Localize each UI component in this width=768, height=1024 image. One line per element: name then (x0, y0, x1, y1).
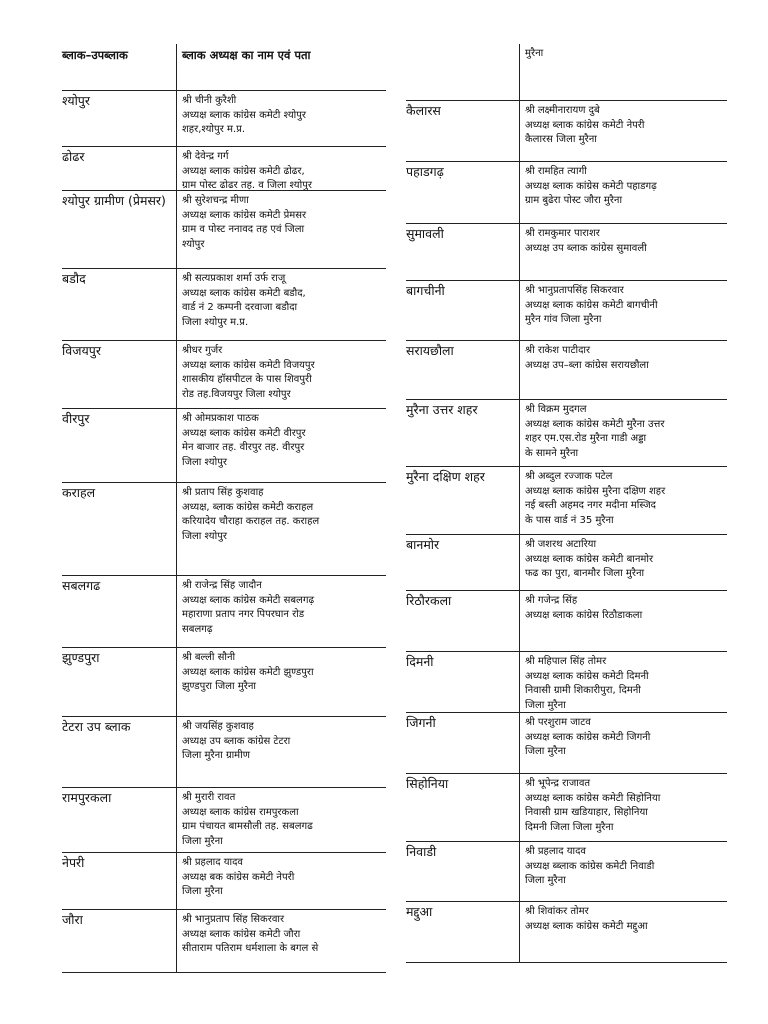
table-row (406, 841, 727, 902)
president-name-address (182, 194, 306, 252)
president-name-address (525, 104, 644, 148)
address-line: जिला मुरैना (182, 835, 223, 847)
block-name: जौरा (62, 912, 83, 927)
table-row (406, 161, 727, 224)
president-name: श्री राकेश पाटीदार (525, 345, 591, 356)
address-line: जिला मुरैना (182, 886, 223, 897)
president-name: श्री रामहित त्यागी (525, 166, 587, 177)
address-line: अध्यक्ष ब्लाक कांग्रेस कमेटी मुरैना उत्तर (525, 418, 665, 430)
address-line: अध्यक्ष ब्लाक कांग्रेस कमेटी श्योपुर (182, 109, 306, 121)
table-row (62, 90, 386, 147)
block-name: सुमावली (406, 226, 444, 241)
address-line: फढ का पुरा, बानमौर जिला मुरैना (525, 568, 645, 579)
president-name-address (182, 272, 306, 330)
president-name: श्री परशुराम जाटव (525, 717, 591, 728)
table-row (406, 100, 727, 162)
president-name: श्री गजेन्द्र सिंह (525, 595, 578, 606)
president-name-address (525, 284, 658, 328)
address-line: अध्यक्ष, ब्लाक कांग्रेस कमेटी कराहल (182, 501, 314, 513)
table-row (62, 408, 386, 483)
table-row (62, 482, 386, 576)
president-name: श्रीधर गुर्जर (182, 345, 223, 356)
header-row (62, 44, 386, 90)
address-line: अध्यक्ष ब्लाक कांग्रेस कमेटी ढोढर, (182, 165, 305, 177)
president-name-address (182, 720, 290, 764)
president-name-address (525, 227, 647, 256)
address-line: के पास वार्ड नं 35 मुरैना (525, 514, 614, 526)
president-name: श्री राजेन्द्र सिंह जादौन (182, 580, 262, 591)
president-name: श्री देवेन्द्र गर्ग (182, 151, 229, 162)
president-name-address (525, 165, 657, 209)
table-row (62, 340, 386, 409)
president-name-address (182, 791, 313, 849)
block-name: झुण्डपुरा (62, 650, 100, 665)
president-name-address (525, 344, 649, 373)
block-name: मुरैना उत्तर शहर (406, 402, 478, 417)
table-row (406, 901, 727, 962)
block-name: मुरैना दक्षिण शहर (406, 469, 485, 484)
table-row (62, 787, 386, 853)
president-name: श्री जयसिंह कुशवाह (182, 721, 254, 732)
address-line: मुरैन गांव जिला मुरैना (525, 314, 602, 325)
address-line: अध्यक्ष बक कांग्रेस कमेटी नेपरी (182, 871, 295, 883)
address-line: रोड तह.विजयपुर जिला श्योपुर (182, 388, 291, 400)
block-name: दिमनी (406, 654, 434, 669)
table-row (62, 647, 386, 717)
address-line: अध्यक्ष ब्लाक कांग्रेस कमेटी प्रेमसर (182, 209, 307, 221)
block-name: निवाडी (406, 844, 437, 859)
president-name: श्री भानुप्रताप सिंह सिकरवार (182, 914, 285, 925)
address-line: सीताराम पतिराम धर्मशाला के बगल से (182, 943, 319, 954)
president-name-address (525, 47, 543, 62)
address-line: जिला मुरैना (525, 746, 566, 757)
address-line: अध्यक्ष ब्लाक कांग्रेस कमेटी जौरा (182, 928, 301, 940)
address-line: मेन बाजार तह. वीरपुर तह. वीरपुर (182, 442, 305, 453)
address-line: शहर,श्योपुर म.प्र. (182, 124, 245, 135)
president-name: श्री सुरेशचन्द्र मीणा (182, 195, 249, 206)
address-line: झुण्डपुरा जिला मुरैना (182, 681, 256, 692)
president-name: श्री ओमप्रकाश पाठक (182, 413, 259, 424)
president-name: श्री महिपाल सिंह तोमर (525, 656, 607, 667)
address-line: नई बस्ती अहमद नगर मदीना मस्जिद (525, 500, 656, 511)
block-name: वीरपुर (62, 411, 90, 426)
president-name-address (182, 412, 306, 470)
president-name-address (182, 150, 312, 194)
president-name: श्री सत्यप्रकाश शर्मा उर्फ राजू (182, 273, 286, 284)
table-row (406, 773, 727, 842)
address-line: ग्राम बुढेरा पोस्ट जौरा मुरैना (525, 195, 623, 206)
president-name: मुरैना (525, 48, 544, 59)
address-line: कैलारस जिला मुरैना (525, 134, 597, 145)
block-name: रिठौरकला (406, 593, 452, 608)
address-line: महाराणा प्रताप नगर पिपरघान रोड (182, 609, 305, 620)
address-line: अध्यक्ष ब्लाक कांग्रेस मुरैना दक्षिण शहर (525, 485, 666, 497)
address-line: ग्राम व पोस्ट ननावद तह एवं जिला (182, 224, 305, 235)
address-line: अध्यक्ष ब्लाक कांग्रेस कमेटी वीरपुर (182, 427, 306, 439)
president-name: श्री चीनी कुरैशी (182, 95, 237, 106)
table-row (406, 44, 727, 100)
president-name: श्री प्रहलाद यादव (525, 846, 586, 857)
table-row (62, 852, 386, 910)
address-line: अध्यक्ष ब्ब्लाक कांग्रेस कमेटी निवाडी (525, 860, 655, 872)
table-row (406, 280, 727, 341)
table-row (406, 651, 727, 713)
president-name-address (525, 594, 642, 623)
address-line: अध्यक्ष ब्लाक कांग्रेस कमेटी विजयपुर (182, 359, 315, 371)
block-name: ढोढर (62, 149, 85, 164)
president-name-address (182, 486, 319, 544)
table-row (62, 716, 386, 788)
president-name: श्री विक्रम मुदगल (525, 404, 587, 415)
table-row (406, 712, 727, 774)
address-line: अध्यक्ष ब्लाक कांग्रेस कमेटी बडौद, (182, 287, 306, 299)
president-name-address (525, 716, 650, 760)
address-line: अध्यक्ष ब्लाक कांग्रेस रामपुरकला (182, 806, 299, 818)
block-name: बागचीनी (406, 283, 445, 298)
table-row (62, 575, 386, 648)
address-line: अध्यक्ष ब्लाक कांग्रेस कमेटी सबलगढ़ (182, 594, 315, 606)
president-name-address (182, 856, 294, 900)
table-row (62, 146, 386, 191)
president-name-address (525, 845, 654, 889)
right-table (406, 44, 727, 963)
address-line: अध्यक्ष ब्लाक कांग्रेस कमेटी पहाडगढ़ (525, 180, 657, 192)
president-name-address (182, 579, 314, 637)
table-row (62, 909, 386, 970)
president-name-address (182, 913, 318, 957)
address-line: दिमनी जिला जिला मुरैना (525, 821, 614, 833)
address-line: अध्यक्ष उप ब्लाक कांग्रेस टेटरा (182, 735, 291, 747)
block-name: कराहल (62, 485, 96, 500)
block-name: बडौद (62, 271, 86, 286)
address-line: अध्यक्ष ब्लाक कांग्रेस रिठौडाकला (525, 609, 643, 621)
block-name: सबलगढ (62, 578, 101, 593)
address-line: अध्यक्ष ब्लाक कांग्रेस कमेटी सिहोनिया (525, 792, 661, 804)
president-name: श्री मुरारी रावत (182, 792, 236, 803)
president-name: श्री बल्ली सौनी (182, 652, 236, 663)
block-name: टेटरा उप ब्लाक (62, 719, 131, 734)
table-row (406, 534, 727, 591)
president-name: श्री अब्दुल रज्जाक पटेल (525, 471, 613, 482)
header-block-label: ब्लाक–उपब्लाक (62, 48, 128, 62)
block-name: विजयपुर (62, 343, 101, 358)
header-name-label: ब्लाक अध्यक्ष का नाम एवं पता (182, 48, 311, 62)
address-line: निवासी ग्रामी शिकारीपुरा, दिमनी (525, 685, 641, 696)
address-line: श्योपुर (182, 238, 205, 250)
block-name: मद्दुआ (406, 904, 433, 919)
table-bottom-border (406, 962, 727, 963)
address-line: अध्यक्ष ब्लाक कांग्रेस कमेटी दिमनी (525, 670, 649, 682)
table-row (406, 466, 727, 535)
president-name-address (182, 651, 314, 695)
address-line: निवासी ग्राम खडियाहार, सिहोनिया (525, 807, 648, 818)
table-row (406, 590, 727, 652)
address-line: जिला मुरैना ग्रामीण (182, 750, 250, 761)
president-name-address (182, 344, 315, 402)
address-line: जिला श्योपुर (182, 530, 227, 542)
address-line: जिला श्योपुर म.प्र. (182, 316, 249, 328)
block-name: कैलारस (406, 103, 441, 118)
president-name-address (525, 777, 660, 835)
president-name-address (525, 403, 664, 461)
president-name: श्री भूपेन्द्र राजावत (525, 778, 591, 789)
president-name-address (182, 94, 306, 138)
address-line: अध्यक्ष ब्लाक कांग्रेस कमेटी बानमोर (525, 553, 654, 565)
table-row (62, 268, 386, 341)
president-name-address (525, 470, 665, 528)
table-row (406, 223, 727, 281)
left-table (62, 44, 386, 973)
address-line: जिला मुरैना (525, 875, 566, 886)
table-row (62, 190, 386, 269)
address-line: ग्राम पोस्ट ढोढर तह. व जिला श्योपुर (182, 180, 312, 191)
address-line: शासकीय हॉसपीटल के पास शिवपुरी (182, 374, 312, 385)
address-line: अध्यक्ष उप–ब्ला कांग्रेस सरायछौला (525, 359, 649, 371)
address-line: शहर एम.एस.रोड मुरैना गाडी अड्डा (525, 433, 647, 444)
address-line: जिला श्योपुर (182, 456, 227, 468)
block-name: जिगनी (406, 715, 436, 730)
address-line: करियादेय चौराहा कराहल तह. कराहल (182, 516, 320, 527)
president-name-address (525, 655, 649, 713)
block-name: सिहोनिया (406, 776, 449, 791)
president-name: श्री लक्ष्मीनारायण दुबे (525, 105, 600, 116)
address-line: जिला मुरैना (525, 699, 566, 711)
address-line: सबलगढ़ (182, 623, 213, 635)
president-name: श्री जशरथ अटारिया (525, 539, 597, 550)
block-name: रामपुरकला (62, 790, 112, 805)
block-name: सरायछौला (406, 343, 454, 358)
address-line: के सामने मुरैना (525, 447, 579, 459)
address-line: अध्यक्ष ब्लाक कांग्रेस कमेटी नेपरी (525, 119, 645, 131)
address-line: अध्यक्ष ब्लाक कांग्रेस कमेटी जिगनी (525, 731, 651, 743)
address-line: वार्ड नं 2 कम्पनी दरवाजा बडौदा (182, 302, 298, 313)
table-row (406, 340, 727, 400)
table-bottom-border (62, 972, 386, 973)
president-name: श्री भानुप्रतापसिंह सिकरवार (525, 285, 624, 296)
president-name: श्री प्रताप सिंह कुशवाह (182, 487, 264, 498)
block-name: श्योपुर (62, 93, 91, 108)
address-line: अध्यक्ष उप ब्लाक कांग्रेस सुमावली (525, 242, 647, 254)
block-name: बानमोर (406, 537, 440, 552)
president-name: श्री शिवांकर तोमर (525, 906, 589, 917)
president-name: श्री रामकुमार पाराशर (525, 228, 600, 239)
address-line: अध्यक्ष ब्लाक कांग्रेस कमेटी मद्दुआ (525, 920, 648, 932)
address-line: अध्यक्ष ब्लाक कांग्रेस कमेटी झुण्डपुरा (182, 666, 314, 678)
president-name-address (525, 905, 648, 934)
block-name: श्योपुर ग्रामीण (प्रेमसर) (62, 193, 166, 208)
address-line: ग्राम पंचायत बामसौली तह. सबलगढ (182, 821, 313, 832)
president-name-address (525, 538, 653, 582)
address-line: अध्यक्ष ब्लाक कांग्रेस कमेटी बागचीनी (525, 299, 658, 311)
block-name: नेपरी (62, 855, 85, 870)
president-name: श्री प्रहलाद यादव (182, 857, 243, 868)
block-name: पहाडगढ़ (406, 164, 444, 179)
table-row (406, 399, 727, 467)
